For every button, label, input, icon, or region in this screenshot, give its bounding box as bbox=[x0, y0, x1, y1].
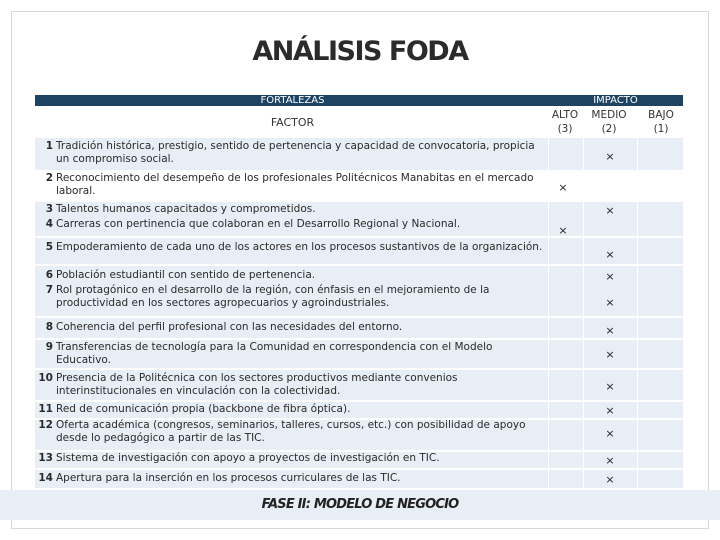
item-number: 5 bbox=[45, 241, 53, 253]
alto-weight: (3) bbox=[557, 123, 573, 135]
alto-column-header bbox=[548, 108, 582, 136]
item-text: Tradición histórica, prestigio, sentido de pertenencia y capacidad de convocatoria, propicia un compromiso social. bbox=[56, 140, 535, 165]
impact-mark-medio: × bbox=[605, 296, 615, 309]
item-text: Red de comunicación propia (backbone de fibra óptica). bbox=[56, 403, 351, 415]
impact-mark-medio: × bbox=[605, 427, 615, 440]
impact-mark-alto: × bbox=[558, 181, 568, 194]
impact-mark-medio: × bbox=[605, 473, 615, 486]
impact-mark-medio: × bbox=[605, 150, 615, 163]
item-number: 9 bbox=[45, 341, 53, 353]
factor-column-label: FACTOR bbox=[270, 116, 315, 129]
column-divider bbox=[637, 138, 638, 490]
item-text: Coherencia del perfil profesional con las necesidades del entorno. bbox=[56, 321, 403, 333]
impact-mark-medio: × bbox=[605, 348, 615, 361]
column-divider bbox=[583, 138, 584, 490]
item-number: 10 bbox=[38, 372, 53, 384]
item-text: Rol protagónico en el desarrollo de la región, con énfasis en el mejoramiento de la productividad en los sectores agropecuarios y agroindustriales. bbox=[56, 284, 490, 309]
bajo-label: BAJO bbox=[648, 109, 674, 121]
item-number: 12 bbox=[38, 419, 53, 431]
page-title: ANÁLISIS FODA bbox=[252, 36, 468, 67]
bajo-weight: (1) bbox=[653, 123, 669, 135]
item-text: Oferta académica (congresos, seminarios, talleres, cursos, etc.) con posibilidad de apoyo desde lo pedagógico a partir de las TIC. bbox=[56, 419, 526, 444]
impact-mark-medio: × bbox=[605, 380, 615, 393]
impact-mark-medio: × bbox=[605, 454, 615, 467]
item-text: Población estudiantil con sentido de pertenencia. bbox=[56, 269, 316, 281]
bajo-column-header bbox=[640, 108, 682, 136]
item-text: Sistema de investigación con apoyo a proyectos de investigación en TIC. bbox=[56, 452, 440, 464]
impact-mark-alto: × bbox=[558, 224, 568, 237]
item-number: 4 bbox=[45, 218, 53, 230]
item-number: 6 bbox=[45, 269, 53, 281]
item-number: 8 bbox=[45, 321, 53, 333]
item-text: Transferencias de tecnología para la Comunidad en correspondencia con el Modelo Educativo. bbox=[56, 341, 493, 366]
alto-label: ALTO bbox=[551, 109, 579, 121]
medio-weight: (2) bbox=[601, 123, 617, 135]
medio-label: MEDIO bbox=[591, 109, 627, 121]
item-text: Reconocimiento del desempeño de los profesionales Politécnicos Manabitas en el mercado laboral. bbox=[56, 172, 534, 197]
item-number: 1 bbox=[45, 140, 53, 152]
item-number: 7 bbox=[45, 284, 53, 296]
item-text: Empoderamiento de cada uno de los actores en los procesos sustantivos de la organización. bbox=[56, 241, 543, 253]
impact-mark-medio: × bbox=[605, 324, 615, 337]
item-text: Presencia de la Politécnica con los sectores productivos mediante convenios interinstitucionales en vinculación con la colectividad. bbox=[56, 372, 458, 397]
impact-mark-medio: × bbox=[605, 204, 615, 217]
item-number: 3 bbox=[45, 203, 53, 215]
column-divider bbox=[548, 138, 549, 490]
medio-column-header bbox=[586, 108, 632, 136]
impact-mark-medio: × bbox=[605, 404, 615, 417]
item-text: Talentos humanos capacitados y comprometidos. bbox=[56, 203, 316, 215]
footer-text: FASE II: MODELO DE NEGOCIO bbox=[261, 497, 459, 512]
fortalezas-header: FORTALEZAS bbox=[35, 95, 550, 106]
item-number: 2 bbox=[45, 172, 53, 184]
impact-mark-medio: × bbox=[605, 270, 615, 283]
item-text: Carreras con pertinencia que colaboran en el Desarrollo Regional y Nacional. bbox=[56, 218, 461, 230]
impact-mark-medio: × bbox=[605, 248, 615, 261]
impacto-header: IMPACTO bbox=[548, 95, 683, 106]
item-number: 14 bbox=[38, 472, 53, 484]
item-number: 11 bbox=[38, 403, 53, 415]
item-text: Apertura para la inserción en los procesos curriculares de las TIC. bbox=[56, 472, 401, 484]
item-number: 13 bbox=[38, 452, 53, 464]
